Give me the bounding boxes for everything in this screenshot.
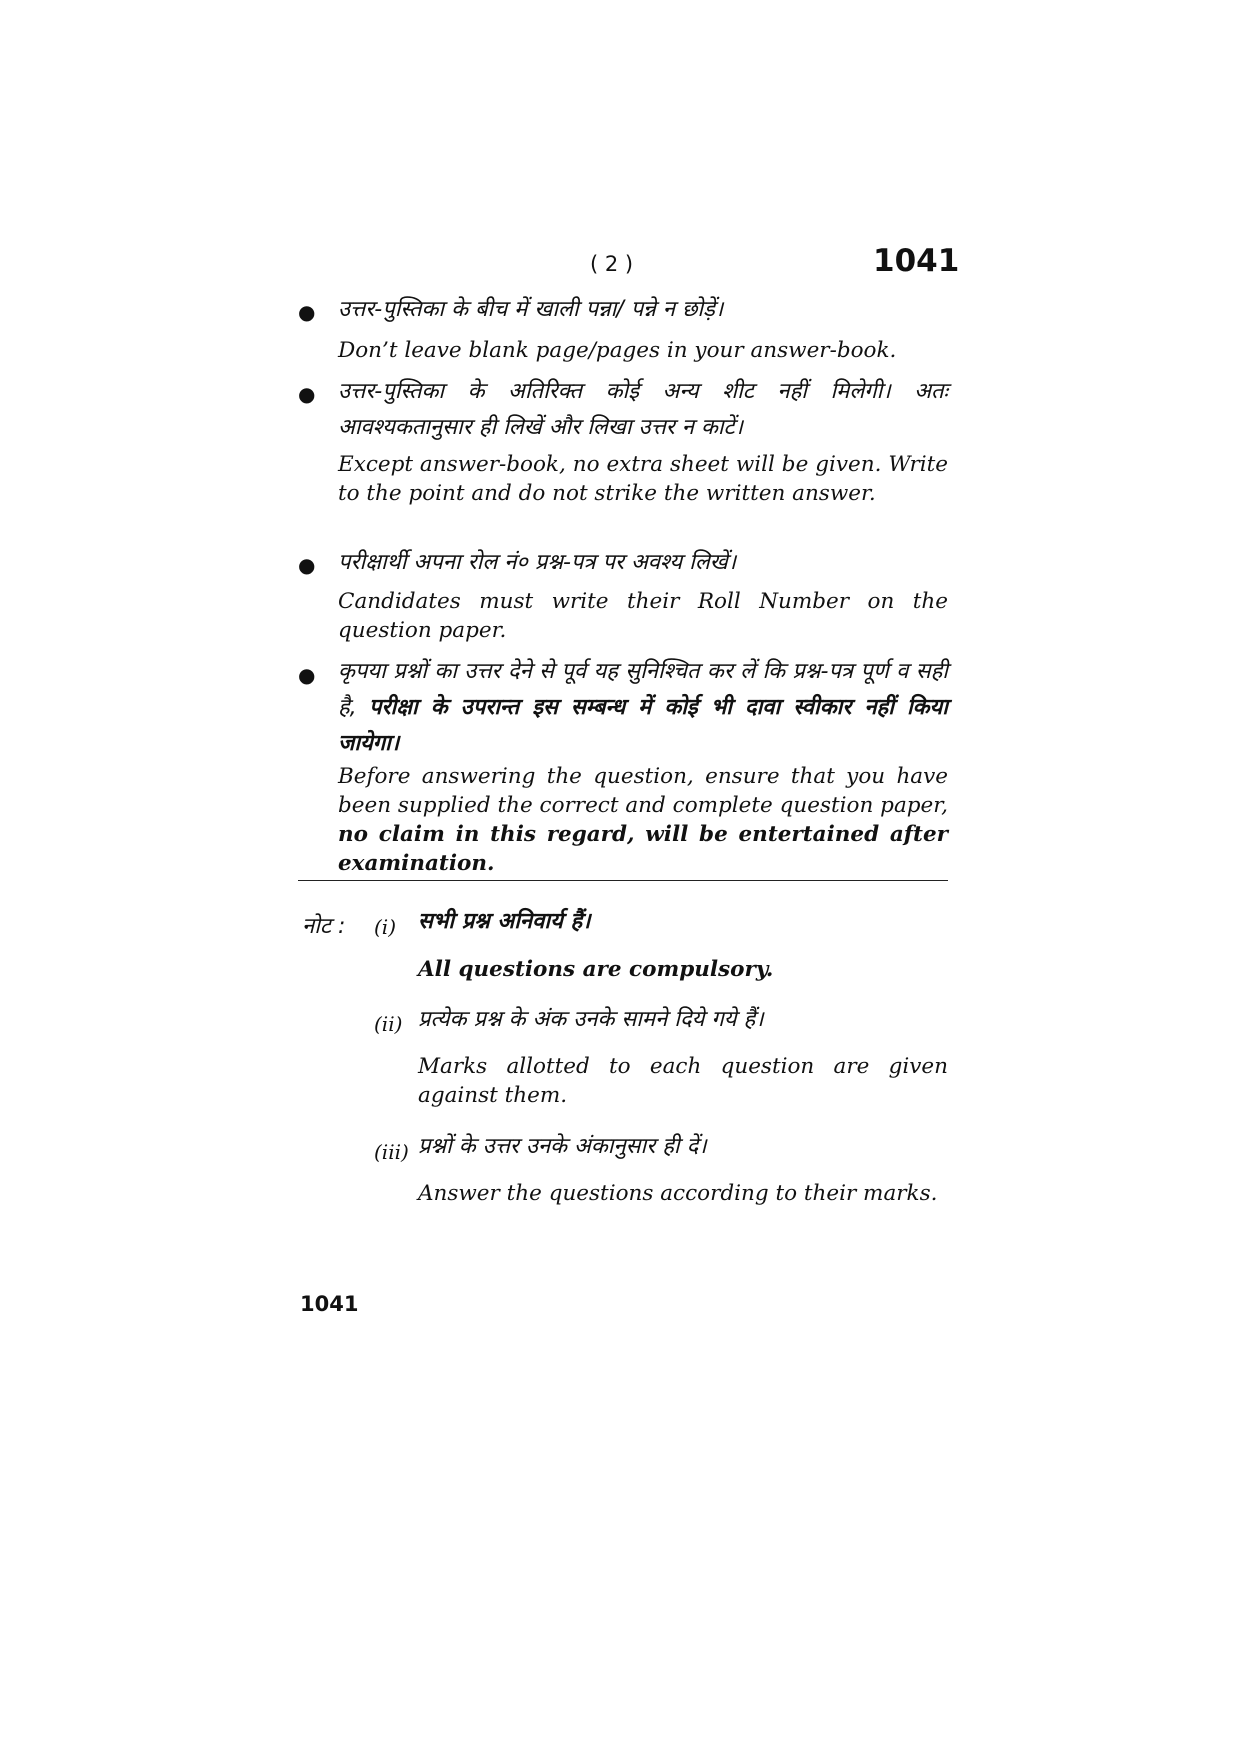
note-item-3-hindi: प्रश्नों के उत्तर उनके अंकानुसार ही दें। <box>418 1134 707 1159</box>
instruction-4-english-bold: no claim in this regard, will be entertained after examination. <box>338 822 948 876</box>
note-item-2-english: Marks allotted to each question are given against them. <box>418 1054 948 1108</box>
note-item-2-number: (ii) <box>374 1012 403 1036</box>
instruction-3-hindi: परीक्षार्थी अपना रोल नं० प्रश्न-पत्र पर अवश्य लिखें। <box>338 550 737 575</box>
note-item-1-hindi: सभी प्रश्न अनिवार्य हैं। <box>418 909 591 934</box>
note-label: नोट : <box>302 914 346 939</box>
instruction-4-hindi-text: कृपया प्रश्नों का उत्तर देने से पूर्व यह सुनिश्चित कर लें कि प्रश्न-पत्र पूर्ण व सही है, <box>338 659 948 720</box>
note-item-3-number: (iii) <box>374 1140 409 1164</box>
instruction-3-english: Candidates must write their Roll Number on the question paper. <box>338 589 948 643</box>
bullet-icon: ● <box>298 663 316 687</box>
instruction-2-english: Except answer-book, no extra sheet will be given. Write to the point and do not strike the written answer. <box>338 452 948 506</box>
bullet-icon: ● <box>298 300 316 324</box>
paper-code-header: 1041 <box>873 243 960 279</box>
instruction-4-hindi-bold: परीक्षा के उपरान्त इस सम्बन्ध में कोई भी दावा स्वीकार नहीं किया जायेगा। <box>338 695 948 756</box>
page-number: ( 2 ) <box>590 252 634 276</box>
bullet-icon: ● <box>298 553 316 577</box>
paper-code-footer: 1041 <box>300 1292 359 1316</box>
divider-line <box>298 880 948 881</box>
note-item-1-english: All questions are compulsory. <box>418 957 774 982</box>
instruction-4-english-text: Before answering the question, ensure that you have been supplied the correct and complete question paper, <box>338 764 948 818</box>
note-item-2-hindi: प्रत्येक प्रश्न के अंक उनके सामने दिये गये हैं। <box>418 1007 764 1032</box>
instruction-2-hindi: उत्तर-पुस्तिका के अतिरिक्त कोई अन्य शीट नहीं मिलेगी। अतः आवश्यकतानुसार ही लिखें और लिखा उत्तर न काटें। <box>338 379 948 440</box>
instruction-4-hindi <box>338 654 948 762</box>
instruction-1-english: Don’t leave blank page/pages in your answer-book. <box>338 338 897 363</box>
instruction-1-hindi: उत्तर-पुस्तिका के बीच में खाली पन्ना/ पन्ने न छोड़ें। <box>338 297 724 322</box>
note-item-3-english: Answer the questions according to their marks. <box>418 1181 938 1206</box>
bullet-icon: ● <box>298 382 316 406</box>
instruction-4-english <box>338 762 948 878</box>
note-item-1-number: (i) <box>374 915 397 939</box>
